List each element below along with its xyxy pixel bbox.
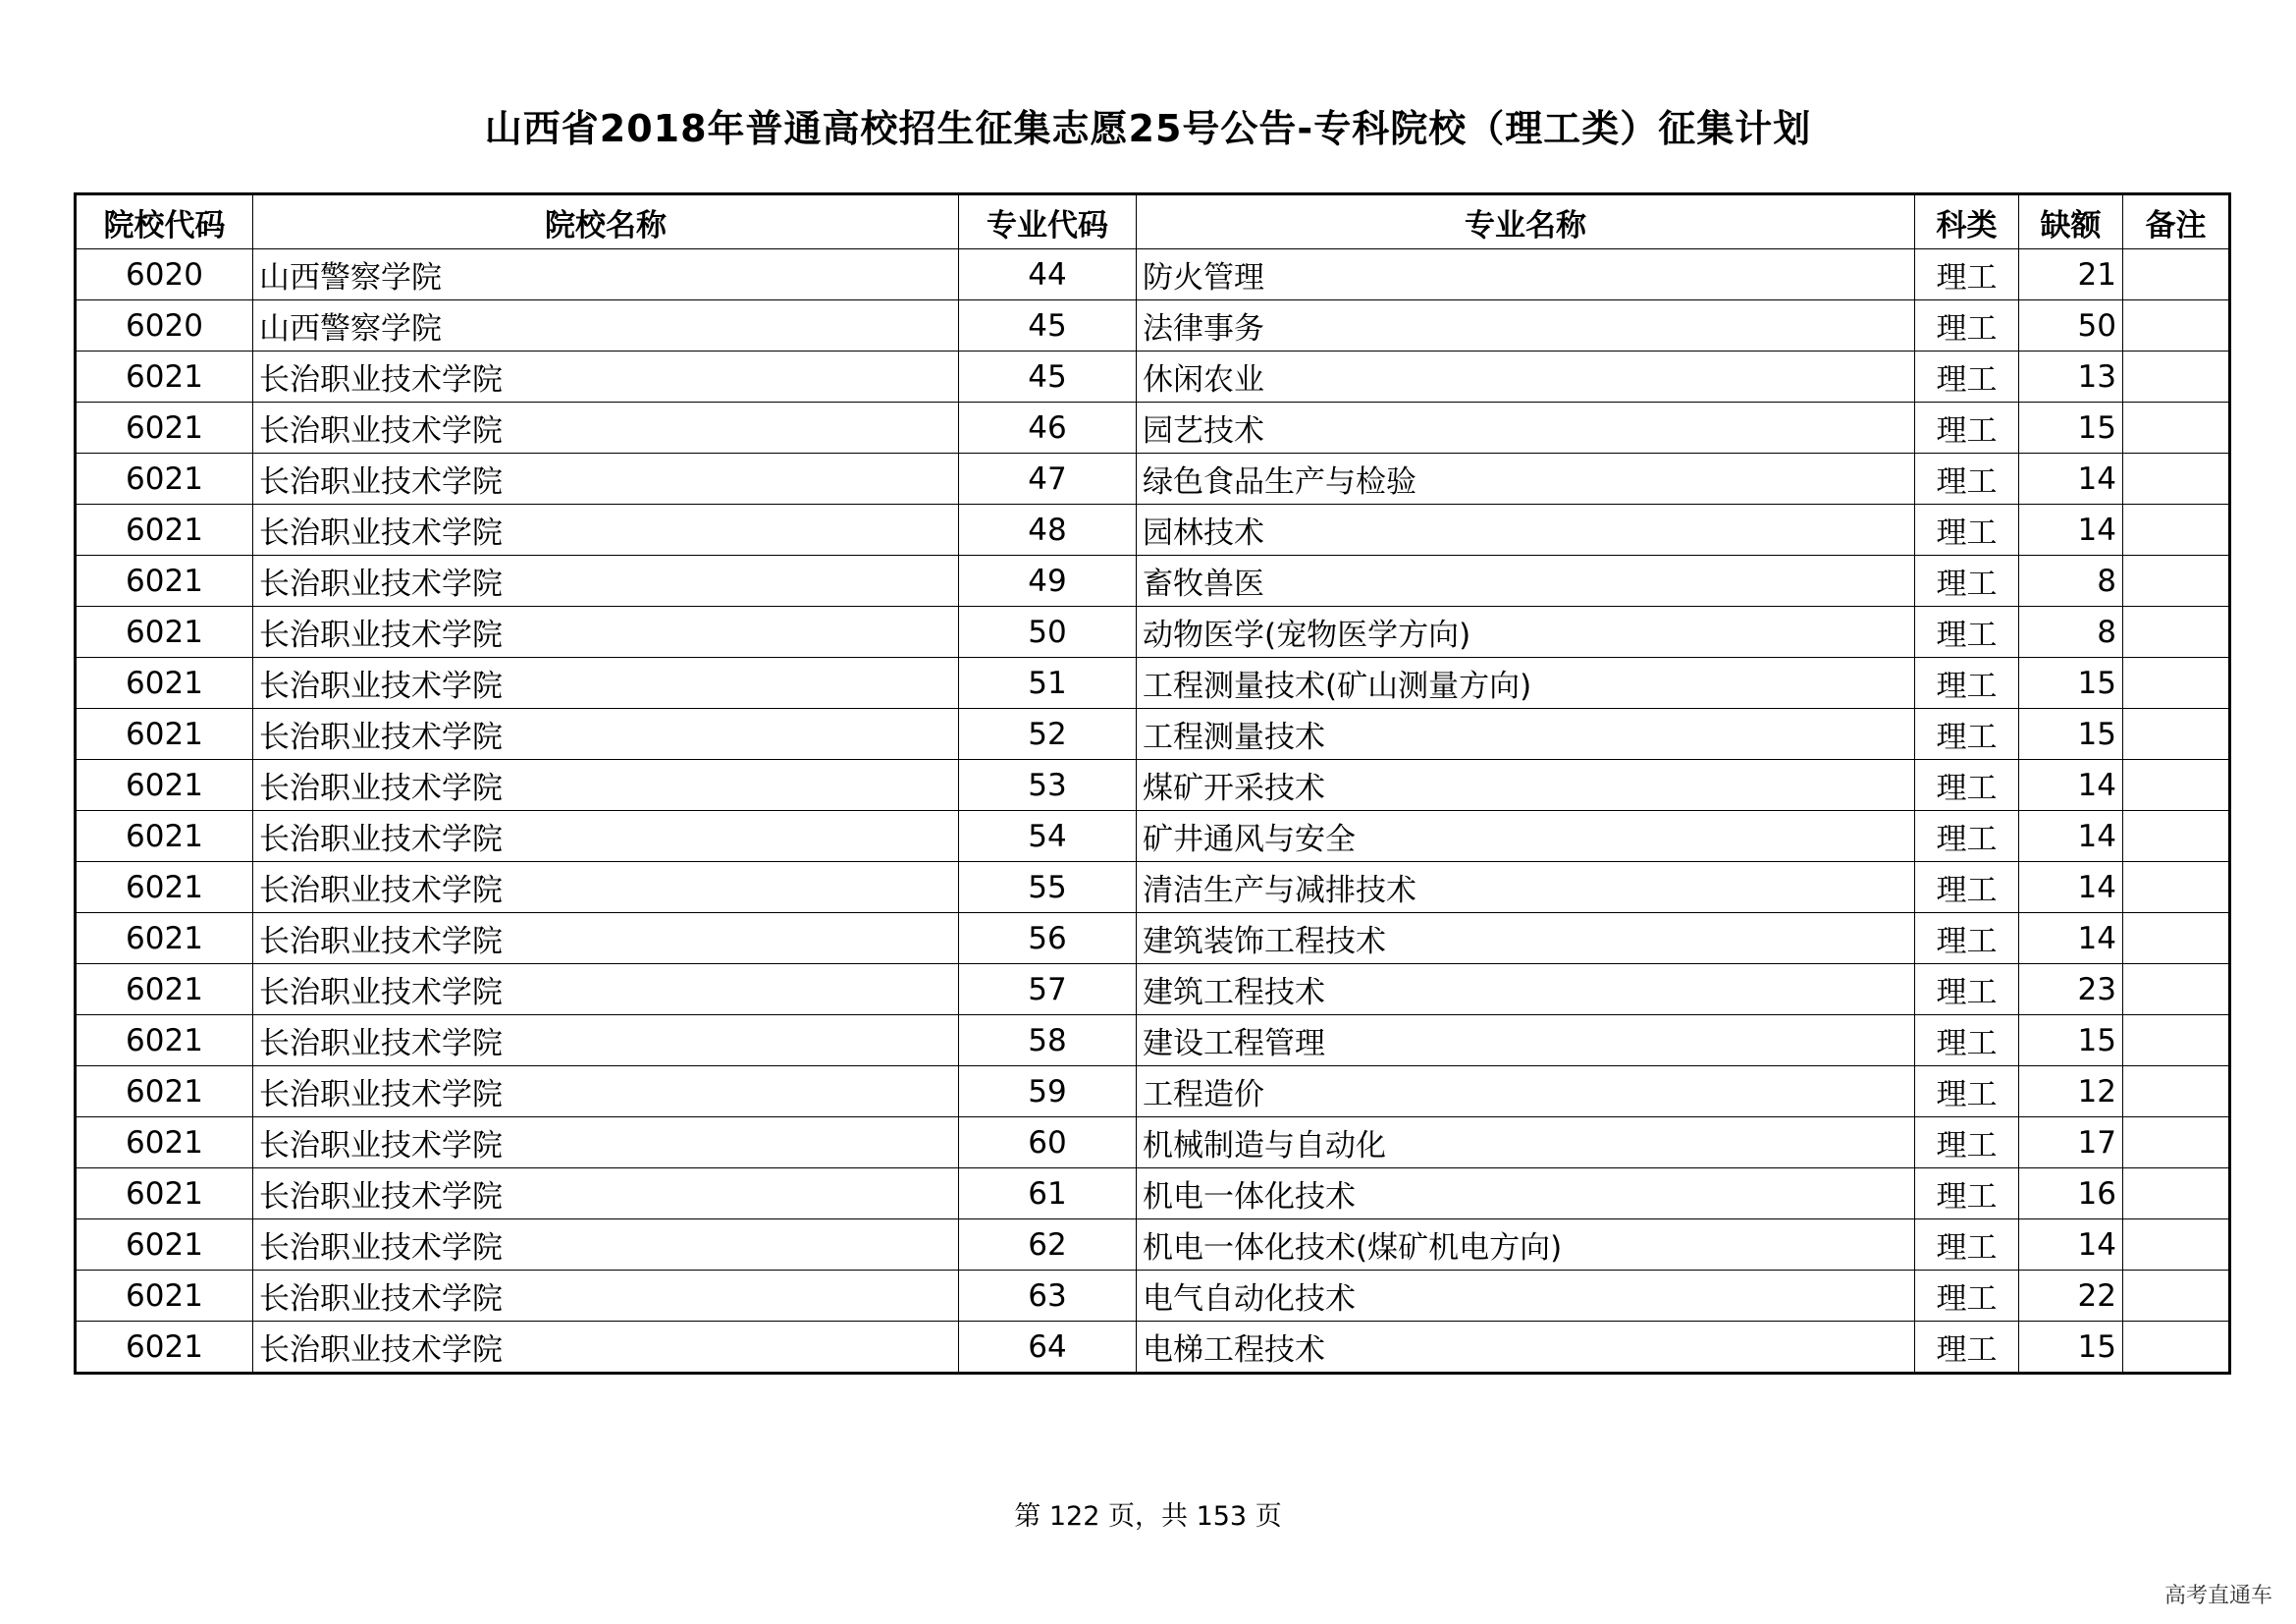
cell-major-name: 动物医学(宠物医学方向): [1137, 607, 1915, 658]
cell-vacancy: 21: [2019, 249, 2123, 300]
cell-major-code: 45: [959, 352, 1137, 403]
cell-major-code: 62: [959, 1219, 1137, 1271]
cell-vacancy: 14: [2019, 862, 2123, 913]
cell-remarks: [2123, 709, 2230, 760]
cell-category: 理工: [1915, 862, 2019, 913]
cell-category: 理工: [1915, 709, 2019, 760]
cell-major-name: 煤矿开采技术: [1137, 760, 1915, 811]
cell-category: 理工: [1915, 249, 2019, 300]
cell-major-name: 畜牧兽医: [1137, 556, 1915, 607]
cell-vacancy: 8: [2019, 607, 2123, 658]
table-header-row: [76, 194, 2230, 249]
cell-major-code: 46: [959, 403, 1137, 454]
cell-category: 理工: [1915, 658, 2019, 709]
cell-school-name: 长治职业技术学院: [253, 1168, 959, 1219]
cell-school-code: 6021: [76, 403, 253, 454]
cell-school-name: 长治职业技术学院: [253, 607, 959, 658]
cell-major-code: 57: [959, 964, 1137, 1015]
cell-vacancy: 14: [2019, 811, 2123, 862]
cell-major-code: 59: [959, 1066, 1137, 1117]
cell-category: 理工: [1915, 760, 2019, 811]
table-row: [76, 403, 2230, 454]
header-major-code: 专业代码: [959, 194, 1137, 249]
cell-school-code: 6021: [76, 1271, 253, 1322]
cell-school-name: 长治职业技术学院: [253, 1066, 959, 1117]
table-row: [76, 300, 2230, 352]
cell-major-code: 45: [959, 300, 1137, 352]
table-row: [76, 1168, 2230, 1219]
table-row: [76, 658, 2230, 709]
cell-school-name: 长治职业技术学院: [253, 505, 959, 556]
cell-category: 理工: [1915, 1168, 2019, 1219]
cell-vacancy: 14: [2019, 505, 2123, 556]
cell-school-code: 6021: [76, 862, 253, 913]
cell-school-name: 长治职业技术学院: [253, 403, 959, 454]
table-row: [76, 505, 2230, 556]
cell-remarks: [2123, 454, 2230, 505]
cell-category: 理工: [1915, 913, 2019, 964]
cell-school-code: 6021: [76, 556, 253, 607]
cell-vacancy: 15: [2019, 658, 2123, 709]
cell-remarks: [2123, 862, 2230, 913]
cell-school-code: 6021: [76, 607, 253, 658]
cell-vacancy: 23: [2019, 964, 2123, 1015]
cell-remarks: [2123, 964, 2230, 1015]
cell-major-name: 电梯工程技术: [1137, 1322, 1915, 1374]
cell-major-name: 工程测量技术(矿山测量方向): [1137, 658, 1915, 709]
cell-vacancy: 15: [2019, 1015, 2123, 1066]
cell-remarks: [2123, 556, 2230, 607]
cell-vacancy: 15: [2019, 1322, 2123, 1374]
cell-category: 理工: [1915, 607, 2019, 658]
cell-major-code: 50: [959, 607, 1137, 658]
cell-category: 理工: [1915, 1219, 2019, 1271]
cell-major-code: 61: [959, 1168, 1137, 1219]
cell-category: 理工: [1915, 964, 2019, 1015]
cell-major-name: 矿井通风与安全: [1137, 811, 1915, 862]
cell-school-code: 6021: [76, 760, 253, 811]
cell-major-name: 防火管理: [1137, 249, 1915, 300]
cell-remarks: [2123, 760, 2230, 811]
cell-remarks: [2123, 1322, 2230, 1374]
cell-vacancy: 12: [2019, 1066, 2123, 1117]
cell-school-code: 6021: [76, 1168, 253, 1219]
table-row: [76, 1015, 2230, 1066]
cell-school-name: 长治职业技术学院: [253, 811, 959, 862]
cell-school-name: 长治职业技术学院: [253, 1117, 959, 1168]
cell-remarks: [2123, 811, 2230, 862]
cell-school-name: 长治职业技术学院: [253, 862, 959, 913]
cell-major-name: 建设工程管理: [1137, 1015, 1915, 1066]
cell-school-name: 长治职业技术学院: [253, 760, 959, 811]
cell-category: 理工: [1915, 403, 2019, 454]
table-row: [76, 862, 2230, 913]
cell-school-code: 6021: [76, 709, 253, 760]
cell-major-name: 绿色食品生产与检验: [1137, 454, 1915, 505]
cell-major-name: 电气自动化技术: [1137, 1271, 1915, 1322]
page-title: 山西省2018年普通高校招生征集志愿25号公告-专科院校（理工类）征集计划: [484, 107, 1812, 150]
cell-major-code: 64: [959, 1322, 1137, 1374]
cell-school-code: 6021: [76, 1322, 253, 1374]
cell-remarks: [2123, 249, 2230, 300]
cell-major-name: 建筑装饰工程技术: [1137, 913, 1915, 964]
header-school-name: 院校名称: [253, 194, 959, 249]
table-row: [76, 1322, 2230, 1374]
cell-remarks: [2123, 658, 2230, 709]
cell-category: 理工: [1915, 300, 2019, 352]
cell-school-code: 6021: [76, 658, 253, 709]
table-row: [76, 249, 2230, 300]
cell-school-code: 6021: [76, 964, 253, 1015]
cell-remarks: [2123, 1066, 2230, 1117]
cell-vacancy: 15: [2019, 403, 2123, 454]
table-row: [76, 1219, 2230, 1271]
cell-remarks: [2123, 1271, 2230, 1322]
watermark: 高考直通车: [2163, 1584, 2272, 1608]
cell-category: 理工: [1915, 352, 2019, 403]
table-row: [76, 352, 2230, 403]
cell-school-name: 长治职业技术学院: [253, 964, 959, 1015]
cell-school-name: 长治职业技术学院: [253, 658, 959, 709]
cell-major-code: 49: [959, 556, 1137, 607]
cell-category: 理工: [1915, 556, 2019, 607]
cell-school-code: 6021: [76, 1066, 253, 1117]
cell-school-name: 长治职业技术学院: [253, 709, 959, 760]
cell-school-name: 长治职业技术学院: [253, 913, 959, 964]
cell-remarks: [2123, 352, 2230, 403]
header-vacancy: 缺额: [2019, 194, 2123, 249]
cell-school-code: 6020: [76, 249, 253, 300]
cell-school-name: 长治职业技术学院: [253, 352, 959, 403]
cell-vacancy: 14: [2019, 913, 2123, 964]
cell-vacancy: 17: [2019, 1117, 2123, 1168]
cell-vacancy: 22: [2019, 1271, 2123, 1322]
cell-major-name: 清洁生产与减排技术: [1137, 862, 1915, 913]
header-remarks: 备注: [2123, 194, 2230, 249]
cell-school-name: 长治职业技术学院: [253, 1219, 959, 1271]
cell-category: 理工: [1915, 1322, 2019, 1374]
cell-category: 理工: [1915, 454, 2019, 505]
page-number: 第 122 页，共 153 页: [1014, 1501, 1282, 1532]
table-row: [76, 709, 2230, 760]
cell-remarks: [2123, 300, 2230, 352]
cell-remarks: [2123, 607, 2230, 658]
cell-major-name: 机电一体化技术: [1137, 1168, 1915, 1219]
header-category: 科类: [1915, 194, 2019, 249]
cell-vacancy: 15: [2019, 709, 2123, 760]
cell-major-code: 63: [959, 1271, 1137, 1322]
cell-major-code: 44: [959, 249, 1137, 300]
cell-major-code: 53: [959, 760, 1137, 811]
cell-vacancy: 50: [2019, 300, 2123, 352]
cell-remarks: [2123, 505, 2230, 556]
cell-major-name: 工程造价: [1137, 1066, 1915, 1117]
cell-major-name: 机电一体化技术(煤矿机电方向): [1137, 1219, 1915, 1271]
cell-school-name: 长治职业技术学院: [253, 454, 959, 505]
cell-school-code: 6021: [76, 352, 253, 403]
cell-vacancy: 13: [2019, 352, 2123, 403]
cell-major-code: 48: [959, 505, 1137, 556]
table-row: [76, 760, 2230, 811]
cell-category: 理工: [1915, 1271, 2019, 1322]
table-row: [76, 454, 2230, 505]
cell-major-code: 52: [959, 709, 1137, 760]
table-row: [76, 1271, 2230, 1322]
cell-school-code: 6021: [76, 913, 253, 964]
cell-vacancy: 8: [2019, 556, 2123, 607]
cell-remarks: [2123, 403, 2230, 454]
cell-vacancy: 16: [2019, 1168, 2123, 1219]
header-school-code: 院校代码: [76, 194, 253, 249]
cell-major-name: 园艺技术: [1137, 403, 1915, 454]
cell-category: 理工: [1915, 505, 2019, 556]
cell-major-code: 51: [959, 658, 1137, 709]
table-row: [76, 1117, 2230, 1168]
cell-school-code: 6021: [76, 1219, 253, 1271]
table-row: [76, 556, 2230, 607]
cell-major-code: 56: [959, 913, 1137, 964]
cell-remarks: [2123, 1117, 2230, 1168]
cell-school-name: 长治职业技术学院: [253, 1015, 959, 1066]
cell-school-name: 长治职业技术学院: [253, 1322, 959, 1374]
cell-major-name: 休闲农业: [1137, 352, 1915, 403]
cell-vacancy: 14: [2019, 454, 2123, 505]
cell-school-code: 6021: [76, 454, 253, 505]
cell-school-code: 6021: [76, 811, 253, 862]
cell-school-code: 6021: [76, 1117, 253, 1168]
cell-major-code: 58: [959, 1015, 1137, 1066]
cell-major-code: 47: [959, 454, 1137, 505]
cell-major-name: 机械制造与自动化: [1137, 1117, 1915, 1168]
table-row: [76, 913, 2230, 964]
cell-category: 理工: [1915, 1015, 2019, 1066]
cell-major-name: 法律事务: [1137, 300, 1915, 352]
cell-vacancy: 14: [2019, 1219, 2123, 1271]
cell-school-name: 山西警察学院: [253, 300, 959, 352]
cell-remarks: [2123, 1168, 2230, 1219]
cell-school-name: 长治职业技术学院: [253, 556, 959, 607]
table-row: [76, 811, 2230, 862]
header-major-name: 专业名称: [1137, 194, 1915, 249]
enrollment-plan-table: [74, 192, 2231, 1375]
cell-major-name: 建筑工程技术: [1137, 964, 1915, 1015]
cell-major-code: 54: [959, 811, 1137, 862]
cell-remarks: [2123, 1219, 2230, 1271]
cell-school-code: 6020: [76, 300, 253, 352]
cell-school-code: 6021: [76, 505, 253, 556]
table-row: [76, 964, 2230, 1015]
cell-category: 理工: [1915, 1066, 2019, 1117]
table-row: [76, 1066, 2230, 1117]
cell-category: 理工: [1915, 811, 2019, 862]
cell-major-code: 55: [959, 862, 1137, 913]
cell-category: 理工: [1915, 1117, 2019, 1168]
cell-remarks: [2123, 913, 2230, 964]
cell-major-code: 60: [959, 1117, 1137, 1168]
cell-school-code: 6021: [76, 1015, 253, 1066]
cell-major-name: 工程测量技术: [1137, 709, 1915, 760]
cell-major-name: 园林技术: [1137, 505, 1915, 556]
cell-school-name: 山西警察学院: [253, 249, 959, 300]
table-row: [76, 607, 2230, 658]
cell-remarks: [2123, 1015, 2230, 1066]
cell-school-name: 长治职业技术学院: [253, 1271, 959, 1322]
cell-vacancy: 14: [2019, 760, 2123, 811]
